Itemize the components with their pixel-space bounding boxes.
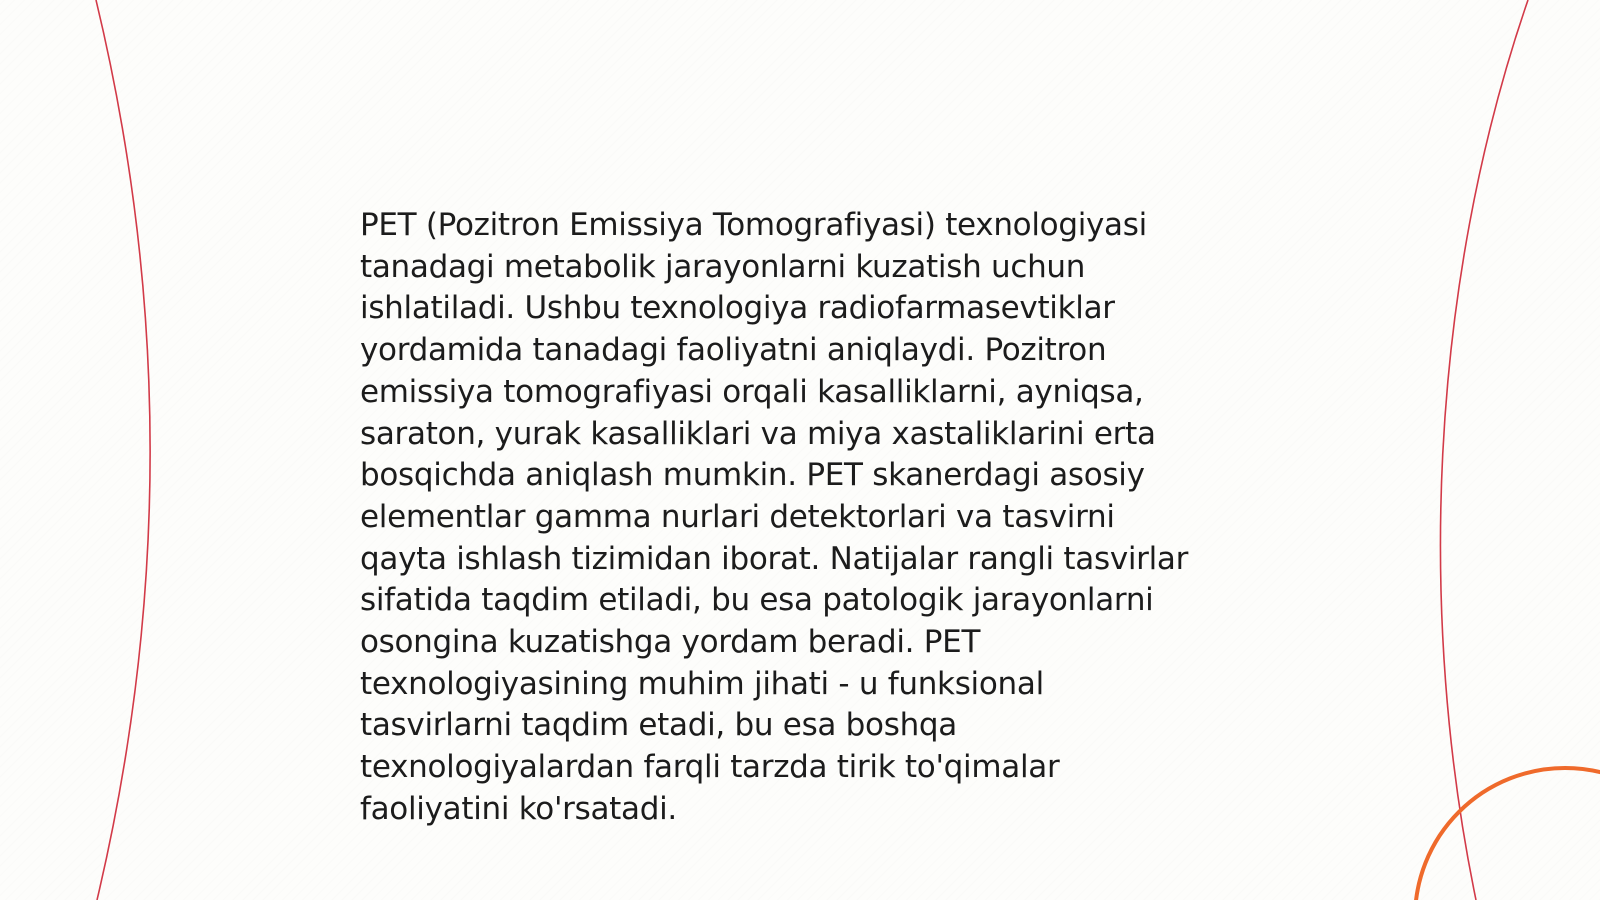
right-arc	[1440, 0, 1528, 900]
left-arc	[96, 0, 150, 900]
accent-ring	[1415, 768, 1600, 900]
body-paragraph: PET (Pozitron Emissiya Tomografiyasi) texnologiyasi tanadagi metabolik jarayonlarni kuzatish uchun ishlatiladi. Ushbu texnologiya radiofarmasevtiklar yordamida tanadagi faoliyatni aniqlaydi. Pozitron emissiya tomografiyasi orqali kasalliklarni, ayniqsa, saraton, yurak kasalliklari va miya xastaliklarini erta bosqichda aniqlash mumkin. PET skanerdagi asosiy elementlar gamma nurlari detektorlari va tasvirni qayta ishlash tizimidan iborat. Natijalar rangli tasvirlar sifatida taqdim etiladi, bu esa patologik jarayonlarni osongina kuzatishga yordam beradi. PET texnologiyasining muhim jihati - u funksional tasvirlarni taqdim etadi, bu esa boshqa texnologiyalardan farqli tarzda tirik to'qimalar faoliyatini ko'rsatadi.	[360, 207, 1189, 827]
